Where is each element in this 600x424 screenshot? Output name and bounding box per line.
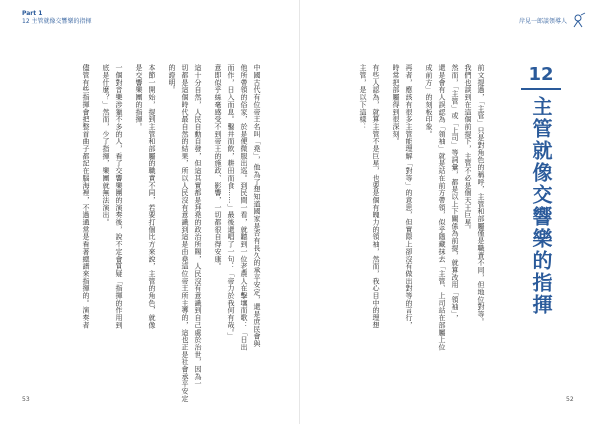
- chapter-reference: 12 主管就像交響樂的指揮: [22, 18, 92, 25]
- chapter-number: 12: [528, 64, 554, 85]
- text-column: 再者，應該有很多主管能理解「對等」的意思，但實際上卻沒有做出對等的言行，: [405, 64, 413, 329]
- text-column: 底是什麼？」然而，少了指揮，樂團就無法演出。: [102, 64, 110, 226]
- text-column: 時常把部屬得到很深刻。: [392, 64, 400, 145]
- part-label: Part 1: [22, 10, 43, 17]
- text-column: 中國古代有位帝王名叫「堯」，他為了想知道國家是否有長久的承平安定，還是庶民會與: [253, 64, 261, 348]
- text-column: 有些人認為，就算主管不是巨星，也要是個有魄力的領袖，然而，我心目中的理想: [372, 64, 380, 329]
- chapter-rule: [521, 88, 561, 90]
- mascot-icon: [570, 12, 586, 28]
- page-number-left: 53: [22, 396, 30, 403]
- chapter-title: 主管就像交響樂的指揮: [529, 96, 553, 316]
- text-column: 一個對音樂涉獵不多的人，看了交響樂團的演奏後，說不定會質疑「指揮的作用到: [115, 64, 123, 329]
- text-column: 他所帶領的俗家，於是便微服出巡。到民間一看，就聽到一位老農人在擊壤而歌：「日出: [240, 64, 248, 351]
- running-header-left: [22, 10, 92, 26]
- text-column: 切都是這個時代最自然的結果，所以人民沒有意識到這是由堯這位帝王所主導的，這也正是社會承平安定: [181, 64, 189, 403]
- text-column: 主管，是以下這樣：: [359, 64, 367, 131]
- series-title: 岸見一郎談領導人: [518, 17, 567, 25]
- text-column: 本節一開始，提到主管和部屬的職責不同，若要打個比方來說，主管的角色，就像: [148, 64, 156, 329]
- text-column: 成前方」的刻板印象。: [425, 64, 433, 138]
- text-column: 前文提過，「主管」只是對角色的稱呼，主管和部屬僅是職責不同，但地位對等。: [477, 64, 485, 326]
- running-header-right: [519, 12, 586, 28]
- page-number-right: 52: [566, 396, 574, 403]
- text-column: 還是會有人誤認為「領袖」就是站在前方帶領，似乎隱藏抹去「主管、上司站在部屬上位: [438, 64, 446, 351]
- text-column: 我們也談到在這個前提下，主管不必是個天王巨星。: [464, 64, 472, 234]
- text-column: 而作，日入而息。鑿井而飲，耕田而食……」最後還唱了一句：「帝力於我何有哉。」: [227, 64, 235, 340]
- text-column: 這十分自然，人民自動自發，但這其實都是拜堯的政治所賜，人民沒有意識到自己處於治世，因為一: [194, 64, 202, 388]
- text-column: 的證明。: [168, 64, 176, 94]
- text-column: 是交響樂團的指揮。: [135, 64, 143, 131]
- text-column: 意即似乎絲毫感受不到帝王的施政、影響，一切都很自得安康。: [214, 64, 222, 270]
- text-column: 儘管有些指揮會把整首曲子都記在腦海裡，不過通常是看著總譜來指揮的。演奏者: [82, 64, 90, 329]
- text-column: 然而，「主管」或「上司」等詞彙，都是以上下關係為前提，就算改用「領袖」，: [451, 64, 459, 322]
